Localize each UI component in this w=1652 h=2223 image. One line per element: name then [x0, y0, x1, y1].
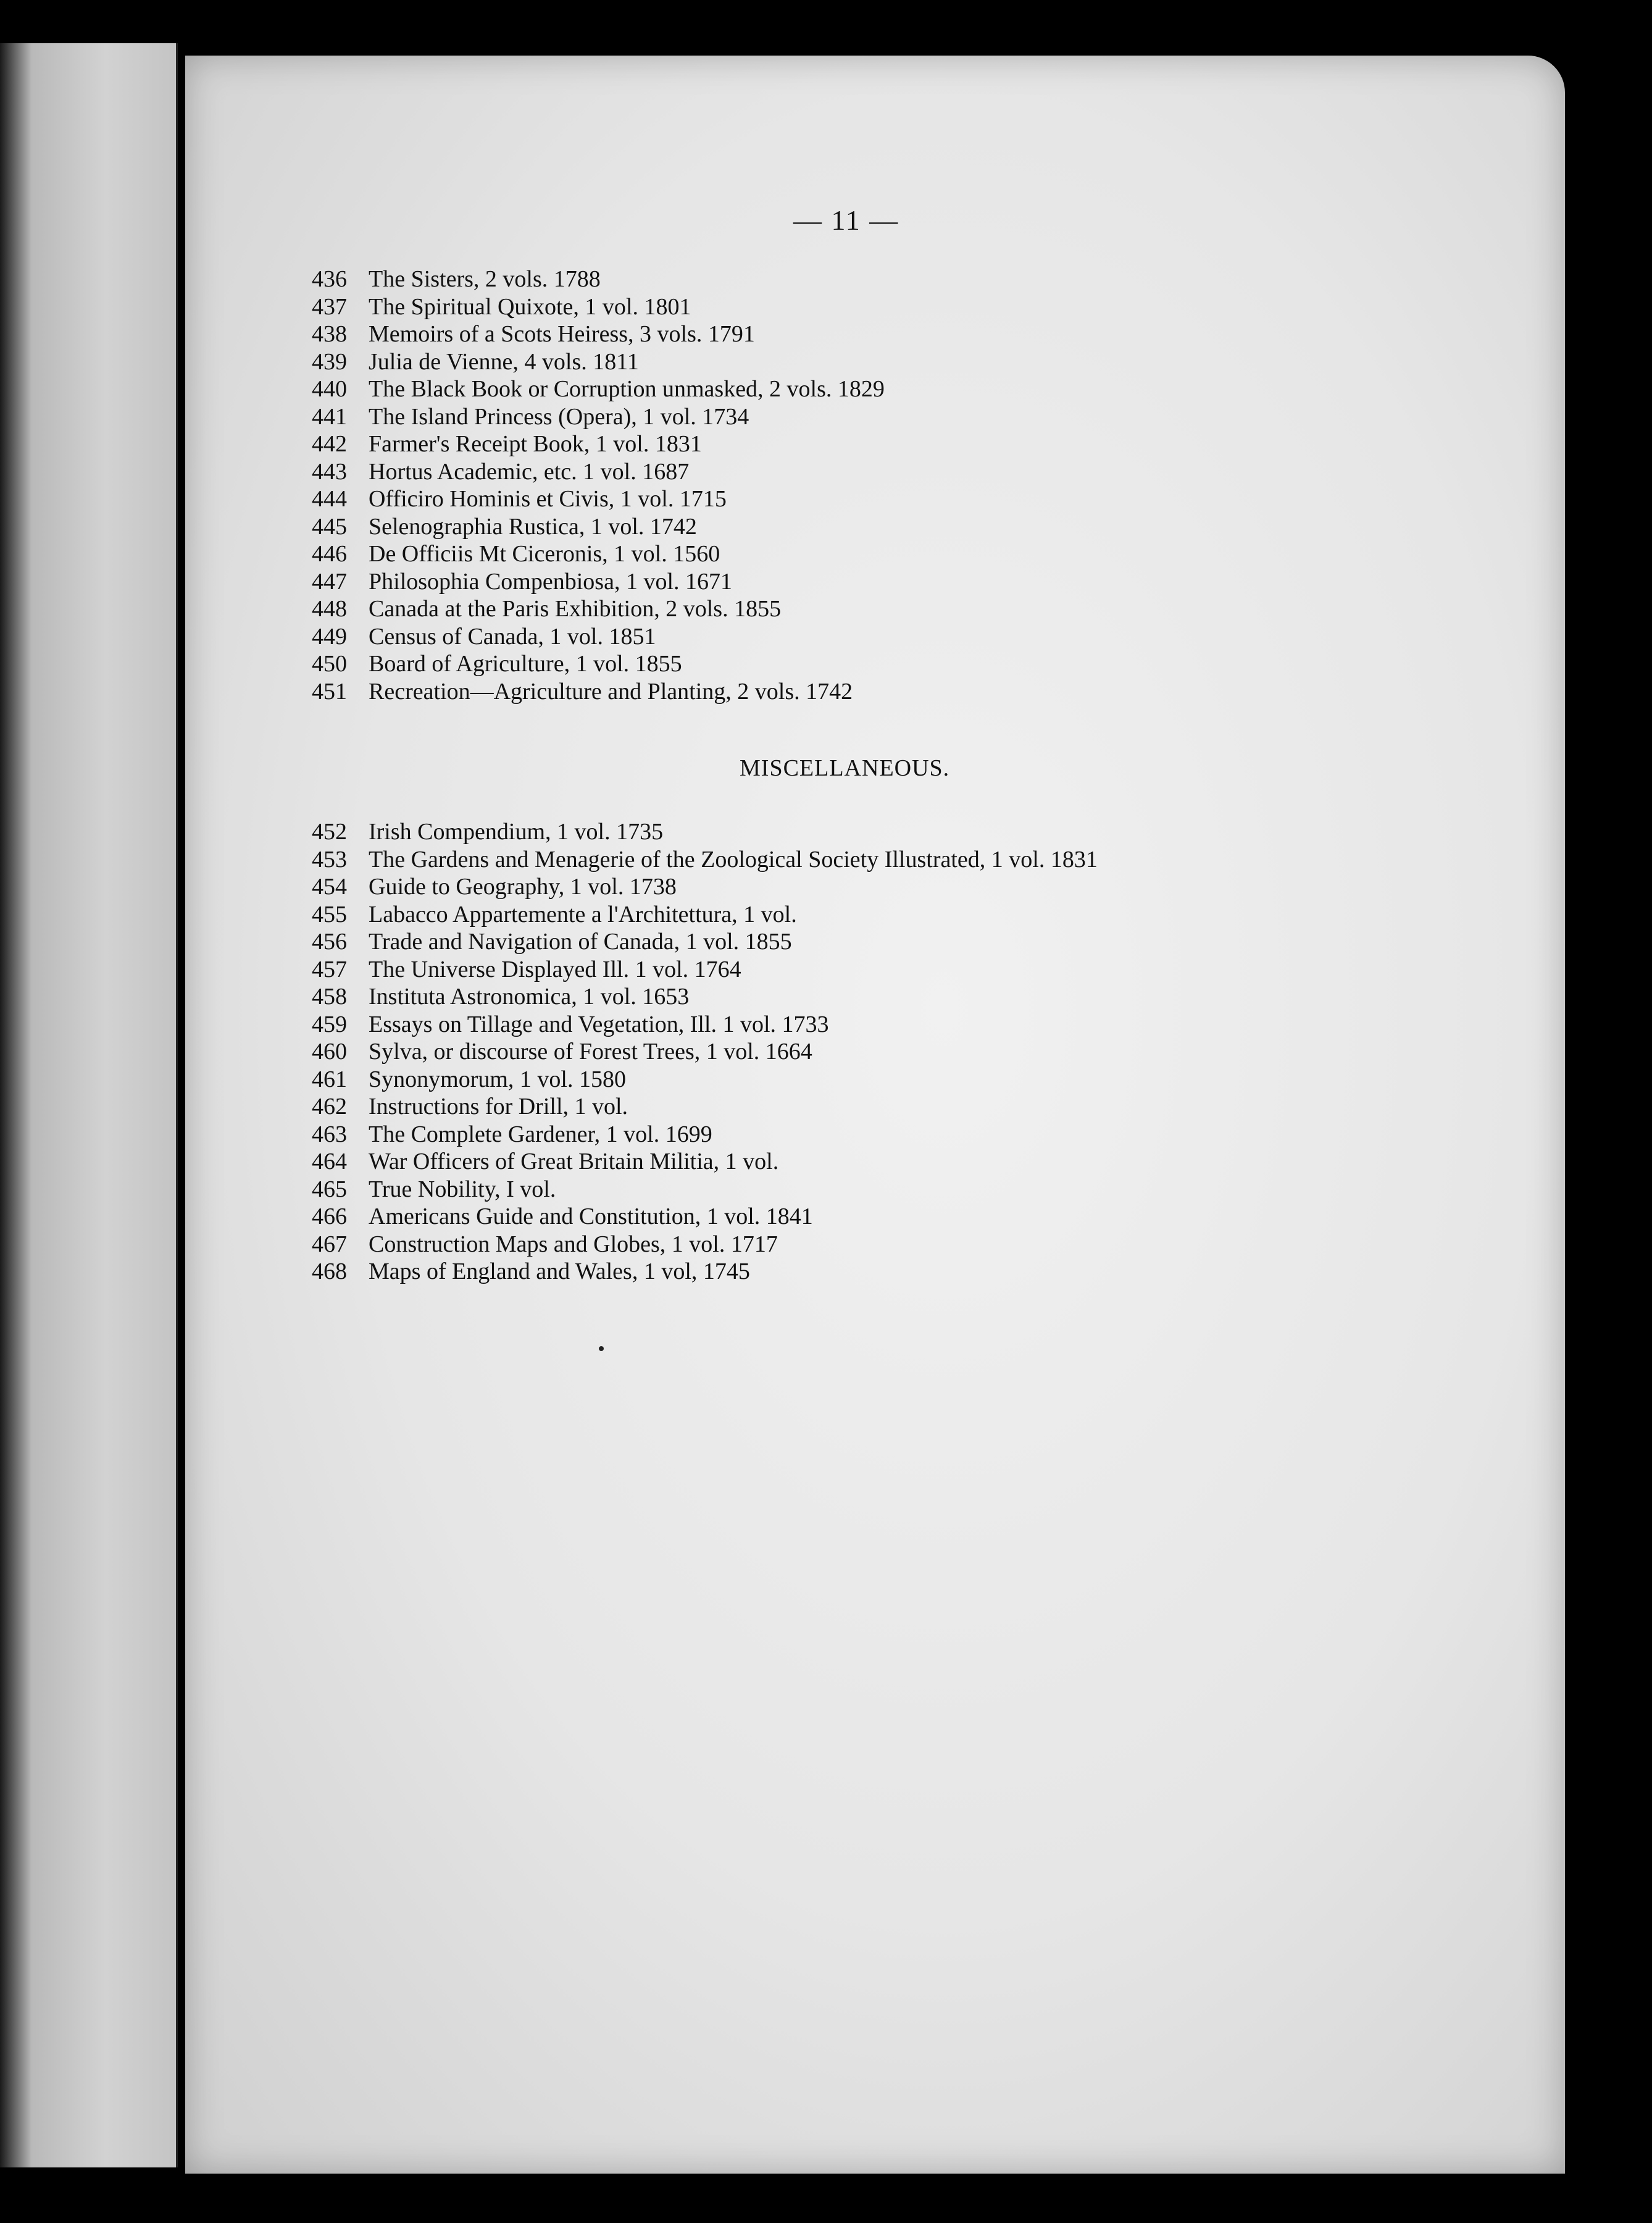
entry-text: Farmer's Receipt Book, 1 vol. 1831 — [369, 431, 702, 457]
entry-number: 440 — [312, 376, 347, 402]
entry-text: Selenographia Rustica, 1 vol. 1742 — [369, 513, 697, 540]
list-item — [312, 1011, 1098, 1039]
entry-text: Philosophia Compenbiosa, 1 vol. 1671 — [369, 568, 732, 595]
entry-text: The Complete Gardener, 1 vol. 1699 — [369, 1121, 712, 1147]
entry-number: 449 — [312, 623, 347, 650]
list-item — [312, 1121, 1098, 1149]
list-item — [312, 485, 885, 513]
list-item — [312, 818, 1098, 846]
list-item — [312, 650, 885, 678]
entry-number: 465 — [312, 1176, 347, 1202]
entry-text: The Black Book or Corruption unmasked, 2 vols. 1829 — [369, 376, 885, 402]
list-item — [312, 623, 885, 651]
entry-number: 437 — [312, 293, 347, 320]
entry-number: 461 — [312, 1066, 347, 1092]
entry-number: 453 — [312, 846, 347, 873]
entry-text: War Officers of Great Britain Militia, 1 vol. — [369, 1149, 779, 1174]
entry-number: 452 — [312, 819, 347, 845]
list-item — [312, 1148, 1098, 1176]
entry-text: Irish Compendium, 1 vol. 1735 — [369, 819, 664, 845]
entry-number: 439 — [312, 348, 347, 375]
entry-number: 436 — [312, 266, 347, 292]
list-item — [312, 1038, 1098, 1066]
entry-number: 450 — [312, 651, 347, 677]
entry-number: 463 — [312, 1121, 347, 1147]
entry-text: Maps of England and Wales, 1 vol, 1745 — [369, 1258, 750, 1284]
entry-number: 462 — [312, 1094, 347, 1120]
entry-number: 446 — [312, 541, 347, 567]
entry-number: 445 — [312, 513, 347, 540]
entry-number: 454 — [312, 874, 347, 900]
entry-number: 460 — [312, 1039, 347, 1065]
list-item — [312, 983, 1098, 1011]
list-item — [312, 403, 885, 431]
list-item — [312, 375, 885, 403]
entry-text: Construction Maps and Globes, 1 vol. 1717 — [369, 1231, 778, 1257]
entry-text: The Sisters, 2 vols. 1788 — [369, 266, 601, 292]
entry-text: Labacco Appartemente a l'Architettura, 1 vol. — [369, 901, 797, 927]
entry-text: The Spiritual Quixote, 1 vol. 1801 — [369, 293, 691, 320]
entry-number: 455 — [312, 901, 347, 927]
entry-text: Census of Canada, 1 vol. 1851 — [369, 623, 656, 650]
entry-text: The Island Princess (Opera), 1 vol. 1734 — [369, 403, 749, 430]
entry-number: 438 — [312, 321, 347, 347]
list-item — [312, 1093, 1098, 1121]
list-item — [312, 1066, 1098, 1094]
entry-text: De Officiis Mt Ciceronis, 1 vol. 1560 — [369, 541, 720, 567]
list-item — [312, 320, 885, 348]
section-heading: MISCELLANEOUS. — [740, 755, 950, 781]
page-number: — 11 — — [793, 204, 899, 236]
list-item — [312, 348, 885, 376]
list-item — [312, 1203, 1098, 1231]
entry-text: Sylva, or discourse of Forest Trees, 1 vol. 1664 — [369, 1039, 812, 1065]
list-item — [312, 513, 885, 541]
entry-text: Trade and Navigation of Canada, 1 vol. 1855 — [369, 929, 792, 955]
entry-text: Board of Agriculture, 1 vol. 1855 — [369, 651, 682, 677]
entry-text: Officiro Hominis et Civis, 1 vol. 1715 — [369, 486, 727, 512]
list-item — [312, 956, 1098, 984]
previous-page-edge — [0, 43, 178, 2167]
list-item — [312, 266, 885, 293]
list-item — [312, 540, 885, 568]
entry-text: The Universe Displayed Ill. 1 vol. 1764 — [369, 956, 741, 982]
entry-text: Memoirs of a Scots Heiress, 3 vols. 1791 — [369, 321, 755, 347]
list-item — [312, 928, 1098, 956]
list-item — [312, 458, 885, 486]
list-item — [312, 901, 1098, 929]
entry-number: 466 — [312, 1204, 347, 1229]
entry-text: Americans Guide and Constitution, 1 vol. 1841 — [369, 1204, 813, 1229]
entry-number: 447 — [312, 568, 347, 595]
list-item — [312, 595, 885, 623]
list-item — [312, 1176, 1098, 1204]
entry-number: 441 — [312, 403, 347, 430]
entry-text: The Gardens and Menagerie of the Zoological Society Illustrated, 1 vol. 1831 — [369, 846, 1098, 873]
entry-number: 459 — [312, 1011, 347, 1037]
entry-number: 456 — [312, 929, 347, 955]
list-item — [312, 430, 885, 458]
entry-text: Instructions for Drill, 1 vol. — [369, 1094, 628, 1120]
entry-number: 467 — [312, 1231, 347, 1257]
entry-number: 458 — [312, 984, 347, 1010]
entry-number: 444 — [312, 486, 347, 512]
list-item — [312, 846, 1098, 874]
catalogue-list — [312, 266, 885, 705]
entry-text: Julia de Vienne, 4 vols. 1811 — [369, 348, 639, 375]
entry-text: Recreation—Agriculture and Planting, 2 vols. 1742 — [369, 678, 853, 705]
entry-number: 442 — [312, 431, 347, 457]
list-item — [312, 873, 1098, 901]
list-item — [312, 1258, 1098, 1286]
list-item — [312, 568, 885, 596]
miscellaneous-list — [312, 818, 1098, 1286]
entry-text: Synonymorum, 1 vol. 1580 — [369, 1066, 626, 1092]
entry-text: Essays on Tillage and Vegetation, Ill. 1 vol. 1733 — [369, 1011, 829, 1037]
list-item — [312, 293, 885, 321]
entry-text: Instituta Astronomica, 1 vol. 1653 — [369, 984, 690, 1010]
entry-text: Hortus Academic, etc. 1 vol. 1687 — [369, 458, 690, 485]
entry-number: 457 — [312, 956, 347, 982]
entry-text: Canada at the Paris Exhibition, 2 vols. 1855 — [369, 596, 782, 622]
entry-number: 451 — [312, 678, 347, 705]
entry-text: Guide to Geography, 1 vol. 1738 — [369, 874, 677, 900]
list-item — [312, 1231, 1098, 1258]
ink-dot — [599, 1346, 604, 1351]
entry-number: 443 — [312, 458, 347, 485]
entry-number: 464 — [312, 1149, 347, 1174]
entry-number: 448 — [312, 596, 347, 622]
entry-text: True Nobility, I vol. — [369, 1176, 556, 1202]
list-item — [312, 678, 885, 706]
entry-number: 468 — [312, 1258, 347, 1284]
